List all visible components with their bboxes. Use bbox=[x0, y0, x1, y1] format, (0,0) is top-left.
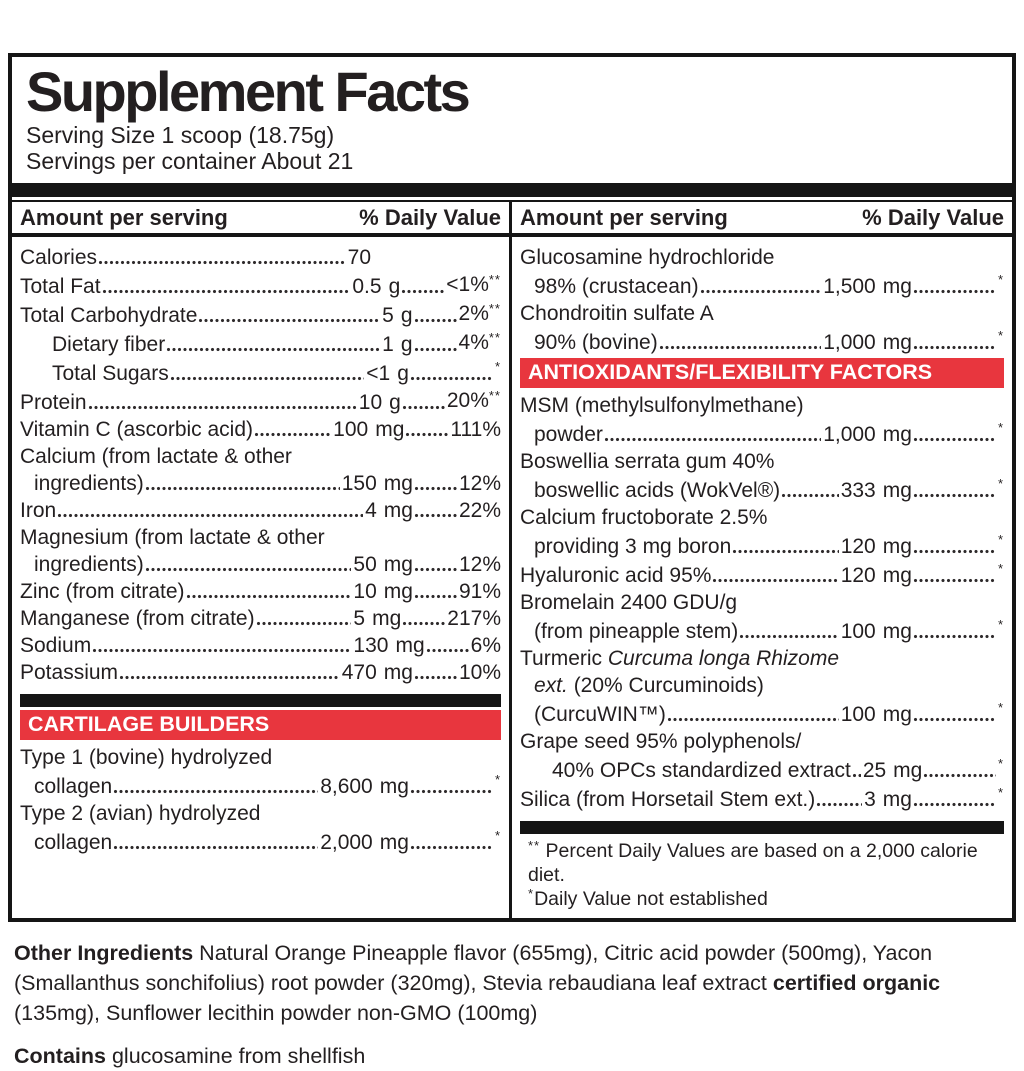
nutrient-row bbox=[520, 728, 1004, 755]
nutrient-name: 40% OPCs standardized extract bbox=[552, 759, 851, 782]
daily-value bbox=[493, 358, 501, 387]
asterisk: * bbox=[997, 700, 1004, 715]
nutrient-row bbox=[20, 470, 501, 497]
nutrient-unit: mg bbox=[882, 788, 912, 811]
left-column-header bbox=[12, 200, 509, 237]
dot-leader bbox=[711, 560, 838, 589]
panel-title: Supplement Facts bbox=[26, 60, 469, 123]
nutrient-row bbox=[20, 244, 501, 271]
nutrient-row bbox=[20, 443, 501, 470]
nutrient-amount: 1 bbox=[382, 333, 394, 356]
nutrient-amount: 70 bbox=[347, 246, 371, 269]
daily-value: <1%** bbox=[446, 272, 501, 296]
asterisk: * bbox=[997, 617, 1004, 632]
dot-leader bbox=[603, 419, 821, 448]
nutrient-row bbox=[20, 497, 501, 524]
dot-leader bbox=[112, 827, 318, 856]
dot-leader bbox=[253, 416, 331, 443]
nutrient-name: Glucosamine hydrochloride bbox=[520, 246, 775, 269]
daily-value bbox=[996, 271, 1004, 300]
dot-leader bbox=[409, 827, 493, 856]
asterisk: * bbox=[494, 359, 501, 374]
nutrient-name: Calcium fructoborate 2.5% bbox=[520, 506, 768, 529]
dot-leader bbox=[912, 475, 996, 504]
dot-leader bbox=[401, 605, 445, 632]
nutrient-name: ingredients) bbox=[34, 472, 144, 495]
daily-value: 217% bbox=[447, 607, 501, 630]
nutrient-row bbox=[20, 387, 501, 416]
dot-leader bbox=[912, 531, 996, 560]
right-rows bbox=[512, 237, 1012, 918]
daily-value: 6% bbox=[470, 634, 501, 657]
dot-leader bbox=[169, 358, 365, 387]
nutrient-name: powder bbox=[534, 423, 603, 446]
nutrient-name: 90% (bovine) bbox=[534, 331, 658, 354]
dot-leader bbox=[144, 551, 352, 578]
dot-leader bbox=[118, 659, 340, 686]
nutrient-name: Boswellia serrata gum 40% bbox=[520, 450, 775, 473]
nutrient-name: Calcium (from lactate & other bbox=[20, 445, 292, 468]
nutrient-name: Total Fat bbox=[20, 275, 101, 298]
nutrient-unit: mg bbox=[383, 553, 413, 576]
nutrient-unit: g bbox=[400, 333, 413, 356]
nutrient-unit: mg bbox=[372, 607, 402, 630]
nutrient-row bbox=[520, 327, 1004, 356]
daily-value bbox=[996, 327, 1004, 356]
nutrient-amount: 100 bbox=[840, 703, 876, 726]
footnote: ** Percent Daily Values are based on a 2,000 calorie diet. bbox=[528, 838, 978, 886]
dot-leader bbox=[91, 632, 351, 659]
asterisk: * bbox=[997, 272, 1004, 287]
asterisk: ** bbox=[488, 272, 501, 287]
asterisk: * bbox=[494, 828, 501, 843]
nutrient-name: Manganese (from citrate) bbox=[20, 607, 255, 630]
nutrient-unit: mg bbox=[379, 831, 409, 854]
dot-leader bbox=[144, 470, 340, 497]
dot-leader bbox=[413, 470, 457, 497]
nutrient-name: Total Carbohydrate bbox=[20, 304, 198, 327]
asterisk: * bbox=[997, 532, 1004, 547]
nutrient-row bbox=[520, 560, 1004, 589]
dot-leader bbox=[87, 387, 357, 416]
nutrient-unit: mg bbox=[893, 759, 923, 782]
nutrient-row bbox=[520, 504, 1004, 531]
nutrient-unit: mg bbox=[882, 423, 912, 446]
nutrient-amount: 1,000 bbox=[823, 423, 876, 446]
divider-bar bbox=[20, 694, 501, 707]
dot-leader bbox=[413, 578, 457, 605]
nutrient-amount: 0.5 bbox=[352, 275, 382, 298]
daily-value bbox=[996, 755, 1004, 784]
nutrient-amount: 50 bbox=[353, 553, 377, 576]
asterisk: * bbox=[997, 476, 1004, 491]
nutrient-row bbox=[520, 419, 1004, 448]
nutrient-unit: mg bbox=[882, 535, 912, 558]
nutrient-amount: 333 bbox=[840, 479, 876, 502]
dot-leader bbox=[731, 531, 838, 560]
nutrient-name: collagen bbox=[34, 775, 113, 798]
dot-leader bbox=[912, 271, 996, 300]
right-column bbox=[512, 200, 1012, 918]
dot-leader bbox=[922, 755, 996, 784]
daily-value: 12% bbox=[458, 553, 501, 576]
dot-leader bbox=[409, 358, 493, 387]
nutrient-unit: mg bbox=[882, 564, 912, 587]
nutrient-row bbox=[520, 244, 1004, 271]
dot-leader bbox=[413, 300, 457, 329]
nutrient-name: Zinc (from citrate) bbox=[20, 580, 185, 603]
asterisk: ** bbox=[488, 330, 501, 345]
nutrient-amount: 130 bbox=[353, 634, 389, 657]
asterisk: * bbox=[997, 785, 1004, 800]
nutrient-unit: g bbox=[389, 391, 401, 414]
nutrient-amount: 4 bbox=[365, 499, 377, 522]
nutrient-name: Grape seed 95% polyphenols/ bbox=[520, 730, 802, 753]
dot-leader bbox=[912, 699, 996, 728]
nutrient-name: Turmeric Curcuma longa Rhizome bbox=[520, 647, 839, 670]
section-banner: CARTILAGE BUILDERS bbox=[20, 710, 501, 740]
dot-leader bbox=[97, 244, 346, 271]
daily-value: 2%** bbox=[458, 301, 501, 325]
asterisk: * bbox=[997, 561, 1004, 576]
nutrient-name: Protein bbox=[20, 391, 87, 414]
dot-leader bbox=[912, 327, 996, 356]
nutrient-row bbox=[20, 551, 501, 578]
daily-value: 111% bbox=[450, 418, 501, 441]
nutrient-amount: 2,000 bbox=[320, 831, 373, 854]
dot-leader bbox=[112, 771, 318, 800]
nutrient-unit: mg bbox=[379, 775, 409, 798]
daily-value bbox=[493, 827, 501, 856]
divider-bar bbox=[520, 821, 1004, 834]
nutrient-unit: mg bbox=[383, 472, 413, 495]
nutrient-row bbox=[520, 531, 1004, 560]
nutrient-row bbox=[520, 699, 1004, 728]
nutrient-row bbox=[20, 771, 501, 800]
nutrient-unit: mg bbox=[882, 479, 912, 502]
header-divider-bar bbox=[12, 183, 1012, 197]
nutrient-name: Vitamin C (ascorbic acid) bbox=[20, 418, 254, 441]
left-rows bbox=[12, 237, 509, 862]
nutrient-row bbox=[20, 632, 501, 659]
nutrient-unit: mg bbox=[383, 499, 413, 522]
dot-leader bbox=[658, 327, 821, 356]
asterisk: * bbox=[528, 886, 535, 901]
asterisk: * bbox=[997, 756, 1004, 771]
dot-leader bbox=[912, 560, 996, 589]
nutrient-name: Type 1 (bovine) hydrolyzed bbox=[20, 746, 273, 769]
nutrient-name: Magnesium (from lactate & other bbox=[20, 526, 325, 549]
nutrient-unit: mg bbox=[882, 620, 912, 643]
daily-value bbox=[996, 616, 1004, 645]
daily-value-label: % Daily Value bbox=[862, 205, 1004, 230]
nutrient-amount: 25 bbox=[862, 759, 887, 782]
nutrient-row bbox=[520, 271, 1004, 300]
daily-value: 22% bbox=[458, 499, 501, 522]
nutrient-unit: g bbox=[397, 362, 409, 385]
dot-leader bbox=[401, 387, 445, 416]
nutrient-row bbox=[20, 578, 501, 605]
nutrient-name: Type 2 (avian) hydrolyzed bbox=[20, 802, 261, 825]
dot-leader bbox=[815, 784, 862, 813]
nutrient-row bbox=[20, 800, 501, 827]
nutrient-name: collagen bbox=[34, 831, 113, 854]
nutrient-name: (from pineapple stem) bbox=[534, 620, 739, 643]
nutrient-name: providing 3 mg boron bbox=[534, 535, 732, 558]
nutrient-row bbox=[520, 645, 1004, 672]
nutrient-row bbox=[20, 300, 501, 329]
asterisk: ** bbox=[528, 838, 541, 853]
nutrient-row bbox=[20, 524, 501, 551]
daily-value: 10% bbox=[458, 661, 501, 684]
dot-leader bbox=[666, 699, 839, 728]
nutrient-row bbox=[520, 589, 1004, 616]
daily-value bbox=[996, 560, 1004, 589]
nutrient-row bbox=[20, 605, 501, 632]
nutrient-unit: mg bbox=[882, 703, 912, 726]
nutrient-name: 98% (crustacean) bbox=[534, 275, 699, 298]
nutrient-amount: 10 bbox=[353, 580, 377, 603]
nutrient-name: (CurcuWIN™) bbox=[534, 703, 666, 726]
dot-leader bbox=[413, 497, 457, 524]
nutrient-row bbox=[520, 392, 1004, 419]
nutrient-name: Iron bbox=[20, 499, 57, 522]
daily-value bbox=[996, 419, 1004, 448]
supplement-facts-panel bbox=[8, 53, 1016, 922]
nutrient-unit: mg bbox=[882, 331, 912, 354]
nutrient-row bbox=[20, 827, 501, 856]
daily-value bbox=[996, 531, 1004, 560]
nutrient-unit: mg bbox=[395, 634, 425, 657]
nutrient-name: Bromelain 2400 GDU/g bbox=[520, 591, 738, 614]
nutrient-row bbox=[520, 616, 1004, 645]
serving-size: Serving Size 1 scoop (18.75g) bbox=[26, 122, 335, 148]
daily-value: 91% bbox=[458, 580, 501, 603]
nutrient-name: boswellic acids (WokVel®) bbox=[534, 479, 781, 502]
nutrient-row bbox=[20, 659, 501, 686]
nutrient-row bbox=[520, 475, 1004, 504]
daily-value: 4%** bbox=[458, 330, 501, 354]
other-ingredients: Other Ingredients Natural Orange Pineapple flavor (655mg), Citric acid powder (500mg), Yacon (Smallanthus sonchifolius) root powder (320mg), Stevia rebaudiana leaf extract certified organic (135mg), Sunflower lecithin powder non-GMO (100mg) bbox=[14, 941, 941, 1025]
nutrient-name: Total Sugars bbox=[52, 362, 169, 385]
nutrient-name: ingredients) bbox=[34, 553, 144, 576]
nutrient-row bbox=[520, 300, 1004, 327]
dot-leader bbox=[185, 578, 352, 605]
nutrient-amount: 5 bbox=[382, 304, 394, 327]
nutrient-row bbox=[20, 358, 501, 387]
nutrient-row bbox=[20, 271, 501, 300]
nutrient-row bbox=[520, 672, 1004, 699]
asterisk: * bbox=[997, 420, 1004, 435]
dot-leader bbox=[425, 632, 469, 659]
nutrient-name: Silica (from Horsetail Stem ext.) bbox=[520, 788, 816, 811]
servings-per-container: Servings per container About 21 bbox=[26, 148, 354, 174]
nutrient-row bbox=[20, 416, 501, 443]
nutrient-amount: 8,600 bbox=[320, 775, 373, 798]
dot-leader bbox=[413, 551, 457, 578]
daily-value bbox=[996, 699, 1004, 728]
daily-value-label: % Daily Value bbox=[359, 205, 501, 230]
nutrient-amount: 150 bbox=[341, 472, 377, 495]
nutrient-amount: 1,500 bbox=[823, 275, 876, 298]
nutrient-unit: g bbox=[400, 304, 413, 327]
panel-header bbox=[12, 57, 1012, 181]
nutrient-amount: 100 bbox=[333, 418, 369, 441]
dot-leader bbox=[912, 784, 996, 813]
daily-value: 20%** bbox=[446, 388, 501, 412]
nutrient-amount: 470 bbox=[341, 661, 377, 684]
nutrient-unit: mg bbox=[383, 661, 413, 684]
nutrient-row bbox=[20, 744, 501, 771]
nutrient-amount: 5 bbox=[353, 607, 366, 630]
asterisk: ** bbox=[488, 301, 501, 316]
nutrient-amount: 120 bbox=[840, 564, 876, 587]
dot-leader bbox=[56, 497, 363, 524]
dot-leader bbox=[912, 616, 996, 645]
below-panel-text bbox=[8, 922, 1016, 1071]
amount-per-serving-label: Amount per serving bbox=[520, 205, 728, 230]
nutrient-amount: <1 bbox=[366, 362, 391, 385]
dot-leader bbox=[912, 419, 996, 448]
dot-leader bbox=[400, 271, 444, 300]
dot-leader bbox=[738, 616, 838, 645]
nutrient-row bbox=[520, 755, 1004, 784]
asterisk: * bbox=[494, 772, 501, 787]
nutrient-name: ext. (20% Curcuminoids) bbox=[534, 674, 764, 697]
dot-leader bbox=[101, 271, 351, 300]
nutrient-amount: 10 bbox=[358, 391, 383, 414]
left-column bbox=[12, 200, 512, 918]
dot-leader bbox=[851, 755, 861, 784]
dot-leader bbox=[413, 329, 457, 358]
dot-leader bbox=[780, 475, 839, 504]
nutrient-amount: 120 bbox=[840, 535, 876, 558]
dot-leader bbox=[699, 271, 822, 300]
nutrient-amount: 1,000 bbox=[823, 331, 876, 354]
nutrient-unit: g bbox=[388, 275, 401, 298]
dot-leader bbox=[255, 605, 352, 632]
dot-leader bbox=[404, 416, 448, 443]
dot-leader bbox=[409, 771, 493, 800]
nutrient-amount: 100 bbox=[840, 620, 876, 643]
nutrient-name: Calories bbox=[20, 246, 98, 269]
dot-leader bbox=[197, 300, 380, 329]
footnote: *Daily Value not established bbox=[528, 886, 768, 910]
nutrient-unit: mg bbox=[882, 275, 912, 298]
nutrient-name: Potassium bbox=[20, 661, 119, 684]
contains-statement: Contains glucosamine from shellfish bbox=[14, 1044, 366, 1068]
daily-value: 12% bbox=[458, 472, 501, 495]
nutrient-name: MSM (methylsulfonylmethane) bbox=[520, 394, 804, 417]
dot-leader bbox=[413, 659, 457, 686]
nutrient-row bbox=[520, 448, 1004, 475]
section-banner: ANTIOXIDANTS/FLEXIBILITY FACTORS bbox=[520, 358, 1004, 388]
dot-leader bbox=[165, 329, 380, 358]
nutrient-unit: mg bbox=[375, 418, 405, 441]
right-column-header bbox=[512, 200, 1012, 237]
nutrient-name: Sodium bbox=[20, 634, 92, 657]
nutrient-name: Chondroitin sulfate A bbox=[520, 302, 714, 325]
nutrient-amount: 3 bbox=[864, 788, 876, 811]
daily-value bbox=[996, 475, 1004, 504]
asterisk: * bbox=[997, 328, 1004, 343]
nutrient-unit: mg bbox=[383, 580, 413, 603]
daily-value bbox=[493, 771, 501, 800]
asterisk: ** bbox=[488, 388, 501, 403]
nutrient-row bbox=[20, 329, 501, 358]
daily-value bbox=[996, 784, 1004, 813]
nutrient-name: Hyaluronic acid 95% bbox=[520, 564, 712, 587]
nutrient-name: Dietary fiber bbox=[52, 333, 166, 356]
amount-per-serving-label: Amount per serving bbox=[20, 205, 228, 230]
columns bbox=[12, 200, 1012, 918]
nutrient-row bbox=[520, 784, 1004, 813]
